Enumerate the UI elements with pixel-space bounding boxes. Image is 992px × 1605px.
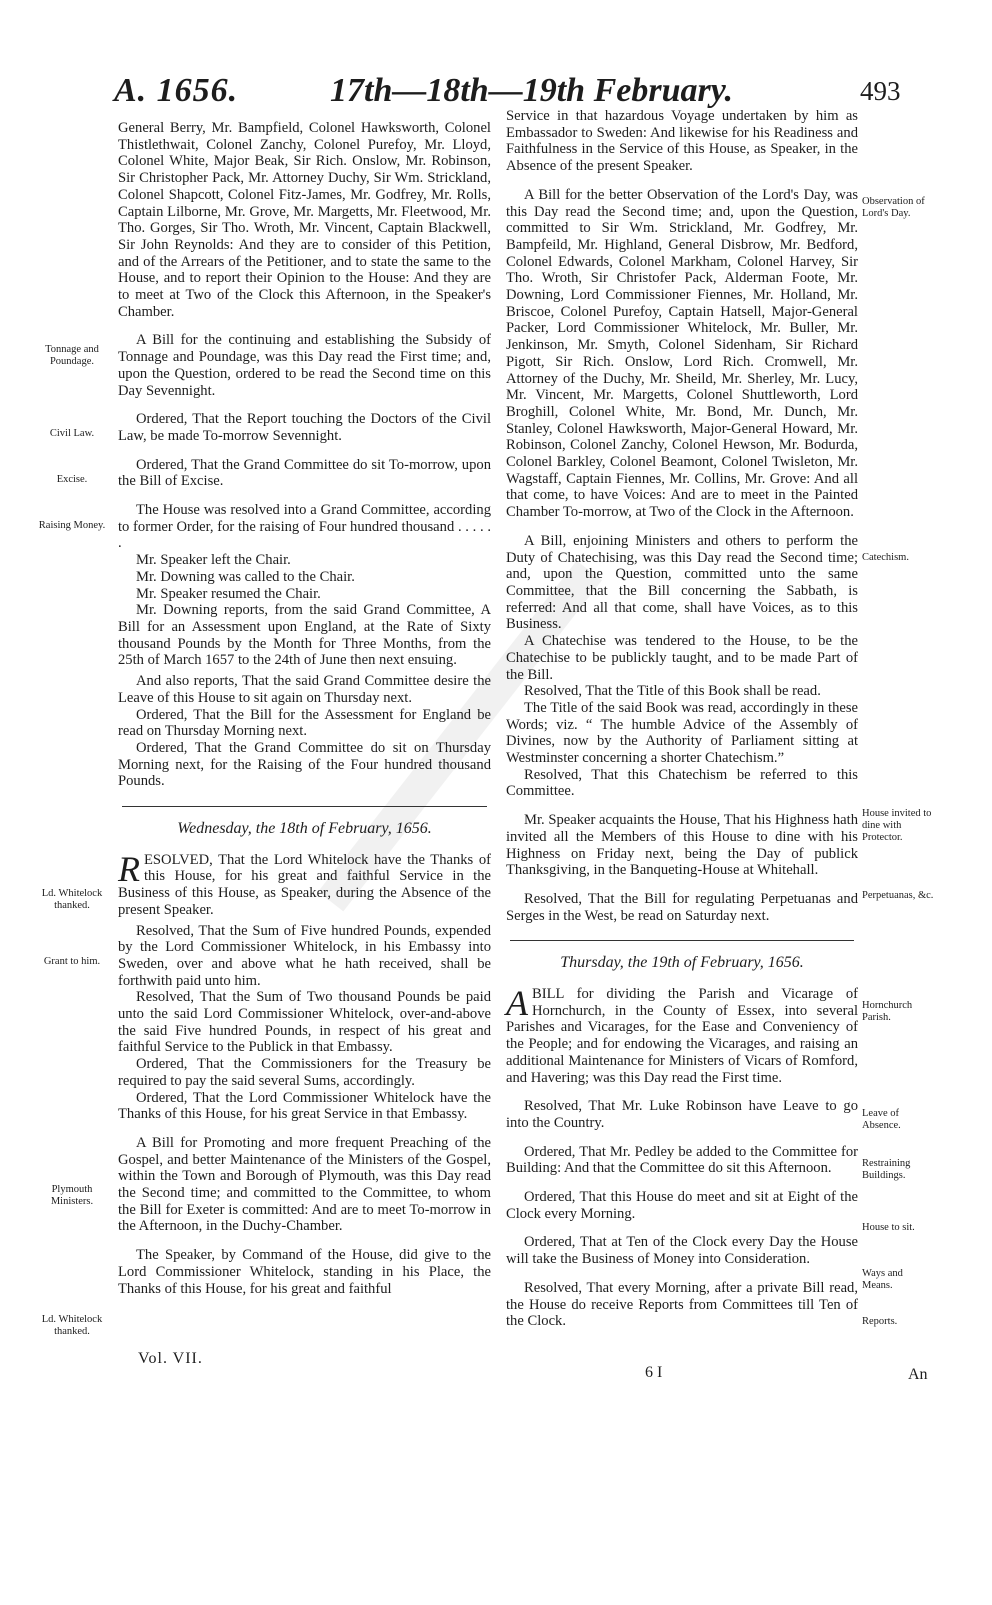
title-read-paragraph: The Title of the said Book was read, accordingly in these Words; viz. “ The humble Advice of the Assembly of Divines, now by the Authority of Parliament sitting at Westminster concerning a shorter Chatechism.” xyxy=(506,699,858,767)
wednesday-heading: Wednesday, the 18th of February, 1656. xyxy=(177,820,432,838)
also-reports-paragraph: And also reports, That the said Grand Committee desire the Leave of this House to sit again on Thursday next. xyxy=(118,673,491,706)
margin-note-grant: Grant to him. xyxy=(43,956,101,967)
tonnage-bill-paragraph: A Bill for the continuing and establishing the Subsidy of Tonnage and Poundage, was this Day read the First time; and, upon the Question, ordered to be read the Second time on this Day Sevennight. xyxy=(118,332,491,399)
left-column xyxy=(118,120,491,1297)
voyage-continuation-paragraph: Service in that hazardous Voyage undertaken by him as Embassador to Sweden: And likewise for his Readiness and Faithfulness in the Service of this House, as Speaker, in the Absence of the present Speaker. xyxy=(506,108,858,175)
section-divider xyxy=(510,940,854,941)
signature-mark: 6 I xyxy=(645,1364,663,1381)
margin-note-reports: Reports. xyxy=(862,1316,898,1327)
margin-note-plymouth: Plymouth Ministers. xyxy=(50,1184,94,1207)
money-business-paragraph: Ordered, That at Ten of the Clock every Day the House will take the Business of Money into Consideration. xyxy=(506,1234,858,1268)
margin-note-house-sit: House to sit. xyxy=(862,1222,915,1233)
margin-note-whitelock-thanked-1: Ld. Whitelock thanked. xyxy=(41,888,103,911)
hornchurch-bill-paragraph xyxy=(506,983,858,1086)
downing-chair-line: Mr. Downing was called to the Chair. xyxy=(136,568,355,585)
margin-note-raising-money: Raising Money. xyxy=(38,520,106,531)
year-heading: A. 1656. xyxy=(114,72,239,109)
catchword: An xyxy=(908,1366,928,1383)
grand-committee-paragraph: The House was resolved into a Grand Committee, according to former Order, for the raising of Four hundred thousand . . . . . . xyxy=(118,502,491,552)
margin-note-buildings: Restraining Buildings. xyxy=(862,1158,911,1181)
reports-paragraph: Resolved, That every Morning, after a private Bill read, the House do receive Reports from Committees till Ten of the Clock. xyxy=(506,1279,858,1330)
margin-note-perpetuanas: Perpetuanas, &c. xyxy=(862,890,934,901)
chatechism-referred-paragraph: Resolved, That this Chatechism be referred to this Committee. xyxy=(506,766,858,800)
speaker-resumed-line: Mr. Speaker resumed the Chair. xyxy=(136,585,321,602)
margin-note-hornchurch: Hornchurch Parish. xyxy=(862,1000,913,1023)
pedley-committee-paragraph: Ordered, That Mr. Pedley be added to the Committee for Building: And that the Committee do sit this Afternoon. xyxy=(506,1143,858,1177)
margin-note-ways-means: Ways and Means. xyxy=(862,1268,903,1291)
two-thousand-pounds-paragraph: Resolved, That the Sum of Two thousand Pounds be paid unto the said Lord Commissioner Whitelock, over-and-above the said Five hundred Pounds, in respect of his great and faithful Service to the Publick in that Embassy. xyxy=(118,989,491,1056)
margin-note-excise: Excise. xyxy=(56,474,88,485)
grand-committee-order-paragraph: Ordered, That the Grand Committee do sit on Thursday Morning next, for the Raising of the Four hundred thousand Pounds. xyxy=(118,739,491,790)
section-divider xyxy=(122,806,487,807)
lords-day-bill-paragraph: A Bill for the better Observation of the Lord's Day, was this Day read the Second time; and, upon the Question, committed to Sir Wm. Strickland, Mr. Godfrey, Mr. Bampfeild, Mr. Highland, General Disbrow, Mr. Bedford, Colonel Edwards, Colonel Markham, Colonel Harvey, Sir Tho. Wroth, Sir Christofer Pack, Alderman Foote, Mr. Downing, Lord Commissioner Fiennes, Mr. Holland, Mr. Briscoe, Colonel Purefoy, Captain Hatsell, Major-General Packer, Lord Commissioner Whitelock, Mr. Buller, Mr. Jenkinson, Mr. Smyth, Colonel Sidenham, Sir Richard Pigott, Sir Rich. Onslow, Lord Rich. Cromwell, Mr. Attorney of the Duchy, Mr. Sheild, Mr. Sherley, Mr. Lucy, Mr. Vincent, Mr. Margetts, Colonel Shuttleworth, Lord Broghill, Colonel White, Mr. Bond, Mr. Dunch, Mr. Stanley, Colonel Hawksworth, Major-General Howard, Mr. Robinson, Colonel Zanchy, Colonel Hewson, Mr. Bodurda, Colonel Barkley, Colonel Beamont, Colonel Twisleton, Mr. Wagstaff, Captain Fiennes, Mr. Collins, Mr. Grove: And all that come, to have Voices: And are to meet in the Painted Chamber To-morrow, at Two of the Clock in the Afternoon. xyxy=(506,186,858,521)
margin-note-house-invited: House invited to dine with Protector. xyxy=(862,808,932,843)
thursday-heading: Thursday, the 19th of February, 1656. xyxy=(560,954,804,972)
meet-at-eight-paragraph: Ordered, That this House do meet and sit at Eight of the Clock every Morning. xyxy=(506,1189,858,1222)
civil-law-paragraph: Ordered, That the Report touching the Doctors of the Civil Law, be made To-morrow Sevennight. xyxy=(118,411,491,444)
plymouth-bill-paragraph: A Bill for Promoting and more frequent Preaching of the Gospel, and better Maintenance of the Ministers of the Gospel, within the Town and Borough of Plymouth, was this Day read the Second time; and committed to the Committee, to whom the Bill for Exeter is committed: And are to meet To-morrow in the Afternoon, in the Duchy-Chamber. xyxy=(118,1134,491,1235)
margin-note-whitelock-thanked-2: Ld. Whitelock thanked. xyxy=(41,1314,103,1337)
page-number: 493 xyxy=(860,76,901,106)
date-range-heading: 17th—18th—19th February. xyxy=(330,72,734,109)
perpetuanas-paragraph: Resolved, That the Bill for regulating Perpetuanas and Serges in the West, be read on Saturday next. xyxy=(506,890,858,924)
hornchurch-bill-text: BILL for dividing the Parish and Vicarage of Hornchurch, in the County of Essex, into several Parishes and Vicarages, for the Ease and Conveniency of the People; and for endowing the Vicarages, and raising an additional Maintenance for Ministers of Vicars of Romford, and Havering; was this Day read the First time. xyxy=(506,986,858,1086)
committee-members-paragraph: General Berry, Mr. Bampfield, Colonel Hawksworth, Colonel Thistlethwait, Colonel Zanchy, Colonel Purefoy, Mr. Lloyd, Colonel White, Major Beak, Sir Rich. Onslow, Mr. Robinson, Sir Christopher Pack, Mr. Attorney Duchy, Sir Wm. Strickland, Colonel Shapcott, Colonel Fitz-James, Mr. Godfrey, Mr. Rolls, Captain Lilborne, Mr. Grove, Mr. Margetts, Mr. Fleetwood, Mr. Tho. Gorges, Sir Tho. Wroth, Mr. Vincent, Captain Blackwell, Sir John Reynolds: And they are to consider of this Petition, and of the Arrears of the Petitioner, and to state the same to the House, and to report their Opinion to the House: And they are to meet at Two of the Clock this Afternoon, in the Speaker's Chamber. xyxy=(118,120,491,320)
catechising-bill-paragraph: A Bill, enjoining Ministers and others to perform the Duty of Chatechising, was this Day read the Second time; and, upon the Question, committed unto the same Committee, that the Bill concerning the Sabbath, is referred: And all that come, shall have Voices, as to this Business. xyxy=(506,532,858,633)
assessment-order-paragraph: Ordered, That the Bill for the Assessment for England be read on Thursday Morning next. xyxy=(118,706,491,740)
volume-label: Vol. VII. xyxy=(138,1350,203,1367)
whitelock-thanks-text: ESOLVED, That the Lord Whitelock have the Thanks of this House, for his great and faithful Service in the Business of this House, as Speaker, during the Absence of the present Speaker. xyxy=(118,851,491,918)
dine-invitation-paragraph: Mr. Speaker acquaints the House, That his Highness hath invited all the Members of this House to dine with his Highness on Friday next, being the Day of publick Thanksgiving, in the Banqueting-House at Whitehall. xyxy=(506,812,858,879)
margin-note-lords-day: Observation of Lord's Day. xyxy=(862,196,925,219)
speaker-thanks-paragraph: The Speaker, by Command of the House, did give to the Lord Commissioner Whitelock, standing in his Place, the Thanks of this House, for his great and faithful xyxy=(118,1247,491,1297)
margin-note-tonnage: Tonnage and Poundage. xyxy=(45,344,99,367)
whitelock-thanks-paragraph xyxy=(118,848,491,919)
margin-note-civil-law: Civil Law. xyxy=(49,428,95,439)
excise-paragraph: Ordered, That the Grand Committee do sit To-morrow, upon the Bill of Excise. xyxy=(118,456,491,490)
margin-note-catechism: Catechism. xyxy=(862,552,909,563)
treasury-order-paragraph: Ordered, That the Commissioners for the Treasury be required to pay the said several Sums, accordingly. xyxy=(118,1056,491,1089)
dropcap-a: A xyxy=(506,983,528,1024)
chatechise-tendered-paragraph: A Chatechise was tendered to the House, to be the Chatechise to be publickly taught, and to be made Part of the Bill. xyxy=(506,633,858,683)
dropcap-r: R xyxy=(118,848,140,889)
five-hundred-pounds-paragraph: Resolved, That the Sum of Five hundred Pounds, expended by the Lord Commissioner Whitelock, in his Embassy into Sweden, over and above what he hath received, shall be forthwith paid unto him. xyxy=(118,922,491,989)
robinson-leave-paragraph: Resolved, That Mr. Luke Robinson have Leave to go into the Country. xyxy=(506,1098,858,1131)
thanks-embassy-paragraph: Ordered, That the Lord Commissioner Whitelock have the Thanks of this House, for his great Service in that Embassy. xyxy=(118,1089,491,1123)
title-resolved-paragraph: Resolved, That the Title of this Book shall be read. xyxy=(524,683,821,700)
speaker-left-line: Mr. Speaker left the Chair. xyxy=(136,552,291,569)
margin-note-leave: Leave of Absence. xyxy=(862,1108,901,1131)
assessment-report-paragraph: Mr. Downing reports, from the said Grand Committee, A Bill for an Assessment upon England, at the Rate of Sixty thousand Pounds by the Month for Three Months, from the 25th of March 1657 to the 24th of June then next ensuing. xyxy=(118,602,491,669)
right-column xyxy=(506,108,858,1330)
